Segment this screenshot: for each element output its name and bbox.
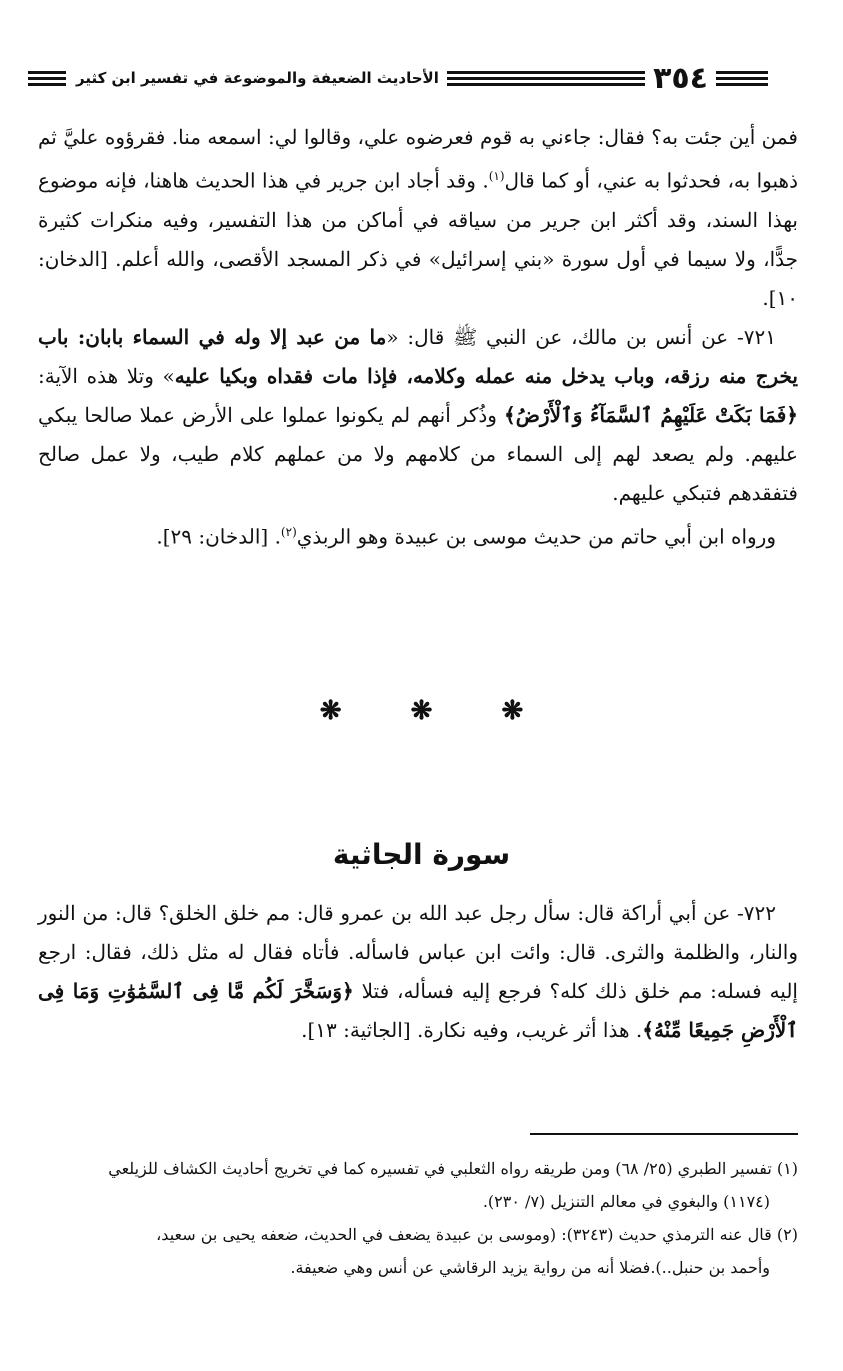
separator-star-icon: ❋ (410, 696, 433, 726)
footnotes (38, 1152, 798, 1284)
sura-title: سورة الجاثية (332, 838, 511, 871)
footnote-2-continuation: وأحمد بن حنبل..).فضلا أنه من رواية يزيد الرقاشي عن أنس وهي ضعيفة. (290, 1258, 770, 1277)
running-title: الأحاديث الضعيفة والموضوعة في تفسير ابن كثير (76, 69, 439, 87)
footnote-ref-1: (١) (488, 169, 505, 183)
quran-verse: ﴿فَمَا بَكَتْ عَلَيْهِمُ ٱلسَّمَآءُ وَٱلْأَرْضُ﴾ (504, 402, 798, 427)
hadith-721-text: ما من عبد إلا وله في السماء بابان: باب يخرج منه رزقه، وباب يدخل منه عمله وكلامه، فإذا مات فقداه وبكيا عليه (38, 324, 798, 388)
hadith-721: ٧٢١- عن أنس بن مالك، عن النبي ﷺ قال: «ما من عبد إلا وله في السماء بابان: باب يخرج منه رزقه، وباب يدخل منه عمله وكلامه، فإذا مات فقداه وبكيا عليه» وتلا هذه الآية: ﴿فَمَا بَكَتْ عَلَيْهِمُ ٱلسَّمَآءُ وَٱلْأَرْضُ﴾ وذُكر أنهم لم يكونوا عملوا على الأرض عملا صالحا يبكي عليهم. ولم يصعد لهم إلى السماء من كلامهم ولا من عملهم كلام طيب، ولا عمل صالح فتفقدهم فتبكي عليهم. (38, 324, 798, 505)
header-ornament-right (716, 71, 768, 86)
footnote-1-continuation: (١١٧٤) والبغوي في معالم التنزيل (٧/ ٢٣٠). (482, 1192, 770, 1211)
running-header (28, 56, 768, 100)
section-separator (0, 696, 843, 726)
hadith-722: ٧٢٢- عن أبي أراكة قال: سأل رجل عبد الله بن عمرو قال: مم خلق الخلق؟ قال: من النور والنار، والظلمة والثرى. قال: وائت ابن عباس فاسأله. فأتاه فقال له مثل ذلك، فقال: ارجع إليه فسله: مم خلق ذلك كله؟ فرجع إليه فسأله، فتلا ﴿وَسَخَّرَ لَكُم مَّا فِى ٱلسَّمَٰوَٰتِ وَمَا فِى ٱلْأَرْضِ جَمِيعًا مِّنْهُ﴾. هذا أثر غريب، وفيه نكارة. [الجاثية: ١٣]. (38, 901, 798, 1042)
footnote-1: (١) تفسير الطبري (٢٥/ ٦٨) ومن طريقه رواه الثعلبي في تفسيره كما في تخريج أحاديث الكشاف للزيلعي (108, 1159, 798, 1178)
paragraph-continuation: فمن أين جئت به؟ فقال: جاءني به قوم فعرضوه علي، وقالوا لي: اسمعه منا. فقرؤوه عليَّ ثم ذهبوا به، فحدثوا به عني، أو كما قال$^{(١)}$. وقد أجاد ابن جرير في هذا الحديث هاهنا، فإنه موضوع بهذا السند، وقد أكثر ابن جرير من سياقه في أماكن من هذا التفسير، وفيه منكرات كثيرة جدًّا، ولا سيما في أول سورة «بني إسرائيل» في ذكر المسجد الأقصى، والله أعلم. [الدخان: ١٠]. (38, 125, 798, 310)
main-text-section-2 (38, 894, 798, 1050)
header-rule (447, 71, 645, 86)
header-ornament-left (28, 71, 66, 86)
footnote-divider (530, 1133, 798, 1135)
main-text-section-1 (38, 118, 798, 556)
separator-star-icon: ❋ (501, 696, 524, 726)
footnote-2: (٢) قال عنه الترمذي حديث (٣٢٤٣): (وموسى بن عبيدة يضعف في الحديث، ضعفه يحيى بن سعيد، (156, 1225, 798, 1244)
separator-star-icon: ❋ (319, 696, 342, 726)
footnote-ref-2: (٢) (280, 524, 297, 539)
page-number: ٣٥٤ (653, 60, 708, 96)
quran-verse: ﴿وَسَخَّرَ لَكُم مَّا فِى ٱلسَّمَٰوَٰتِ وَمَا فِى ٱلْأَرْضِ جَمِيعًا مِّنْهُ﴾ (38, 979, 798, 1042)
hadith-721-source: ورواه ابن أبي حاتم من حديث موسى بن عبيدة وهو الربذي$^{(٢)}$. [الدخان: ٢٩]. (156, 524, 776, 549)
